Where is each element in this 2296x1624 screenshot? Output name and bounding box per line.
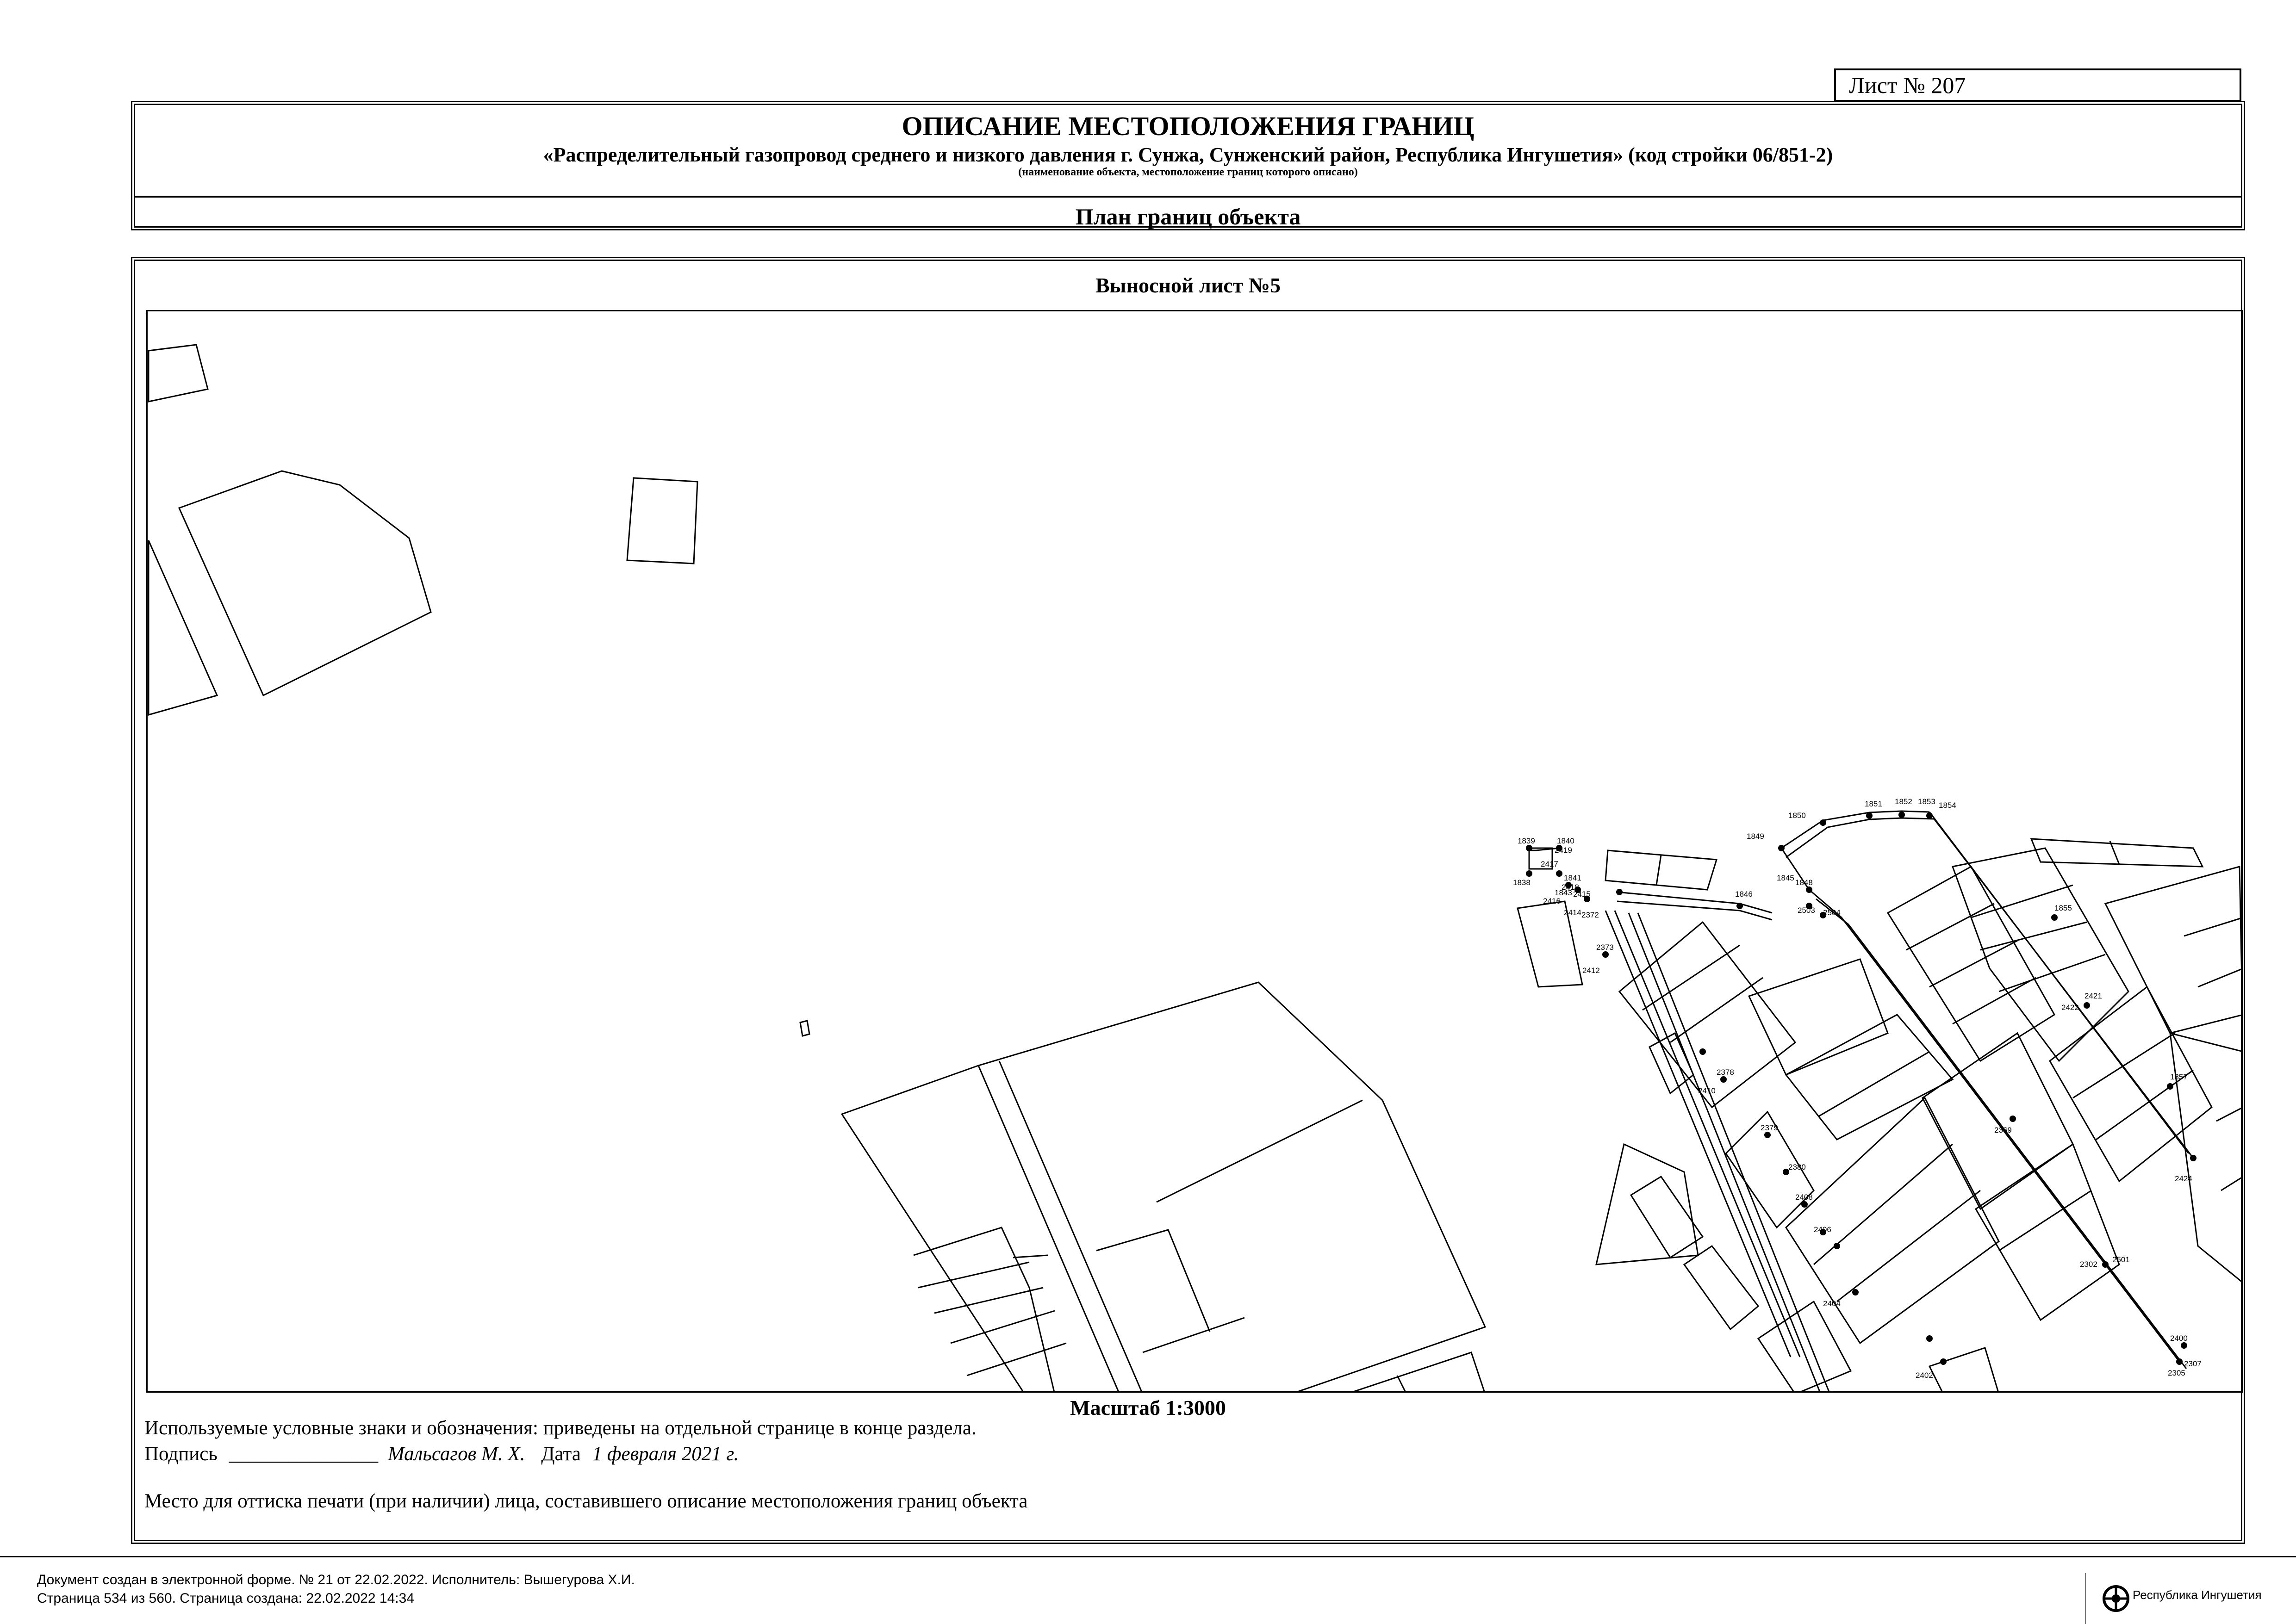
point-label: 2412 xyxy=(1582,966,1600,975)
point-label: 1855 xyxy=(2054,904,2072,912)
sheet-number: Лист № 207 xyxy=(1834,68,2241,102)
date-value: 1 февраля 2021 г. xyxy=(592,1443,739,1465)
scale-label: Масштаб 1:3000 xyxy=(1070,1396,1226,1419)
signature-row xyxy=(144,1443,739,1465)
point-label: 2372 xyxy=(1581,911,1599,919)
parcel-shape xyxy=(1684,1246,1758,1329)
parcel-shape xyxy=(842,982,1485,1393)
point-label: 2406 xyxy=(1814,1225,1831,1234)
header-divider xyxy=(135,196,2241,198)
point-label: 2404 xyxy=(1823,1299,1841,1308)
object-caption: (наименование объекта, местоположение границ которого описано) xyxy=(1018,166,1358,178)
date-label: Дата xyxy=(541,1443,581,1465)
parcel-shape xyxy=(149,345,208,402)
point-label: 2307 xyxy=(2184,1359,2202,1368)
point-label: 1857 xyxy=(2170,1072,2188,1081)
parcel-shape xyxy=(1786,1098,1999,1343)
parcel-shape xyxy=(2105,867,2243,1052)
parcel-shape xyxy=(2031,839,2203,867)
region-name: Республика Ингушетия xyxy=(2133,1588,2262,1602)
signer-name: Мальсагов М. Х. xyxy=(387,1443,525,1465)
point-label: 1841 xyxy=(1564,874,1581,882)
point-label: 2408 xyxy=(1795,1193,1813,1202)
point-label: 2415 xyxy=(1573,890,1591,899)
parcel-shape xyxy=(1619,922,1795,1107)
header-box xyxy=(131,101,2245,230)
point-label: 1853 xyxy=(1918,797,1935,806)
point-label: 1848 xyxy=(1795,878,1813,887)
point-label: 1852 xyxy=(1895,797,1912,806)
point-label: 2418 xyxy=(1562,883,1579,892)
document-title: ОПИСАНИЕ МЕСТОПОЛОЖЕНИЯ ГРАНИЦ xyxy=(902,111,1475,141)
parcel-shape xyxy=(1786,1015,1953,1140)
point-label: 2305 xyxy=(2168,1369,2185,1377)
parcel-shape xyxy=(1976,1144,2119,1320)
point-label: 1838 xyxy=(1513,878,1531,887)
parcel-shape xyxy=(627,478,697,564)
parcel-shape xyxy=(800,1021,809,1036)
point-label: 2369 xyxy=(1994,1126,2012,1134)
boundary-map xyxy=(146,310,2243,1393)
footer-divider xyxy=(0,1556,2296,1557)
point-label: 2380 xyxy=(1788,1163,1806,1172)
point-label: 2417 xyxy=(1541,860,1558,868)
emblem-icon xyxy=(2095,1578,2137,1619)
point-label: 2416 xyxy=(1543,897,1561,905)
callout-title: Выносной лист №5 xyxy=(1095,273,1281,297)
point-label: 2503 xyxy=(1798,906,1815,915)
point-label: 2422 xyxy=(2061,1003,2079,1012)
point-label: 2414 xyxy=(1564,908,1581,917)
parcel-shape xyxy=(149,540,217,715)
point-label: 1840 xyxy=(1557,837,1574,845)
point-label: 1849 xyxy=(1747,832,1764,841)
point-label: 1846 xyxy=(1735,890,1753,899)
point-label: 2373 xyxy=(1596,943,1614,952)
signature-label: Подпись xyxy=(144,1443,218,1465)
legend-note: Используемые условные знаки и обозначения: приведены на отдельной странице в конце раздела. xyxy=(144,1417,977,1439)
signature-line: _______________ xyxy=(229,1443,379,1465)
point-label: 1850 xyxy=(1788,811,1806,820)
point-label: 2378 xyxy=(1717,1068,1734,1077)
point-label: 2402 xyxy=(1916,1371,1933,1380)
parcel-shape xyxy=(179,471,431,695)
parcel-shape xyxy=(1929,1348,1999,1393)
point-label: 1839 xyxy=(1518,837,1535,845)
parcel-shape xyxy=(1758,1302,1851,1393)
map-drawing xyxy=(148,311,2243,1393)
point-label: 2501 xyxy=(2112,1255,2130,1264)
point-label: 1851 xyxy=(1865,800,1882,808)
point-label: 2504 xyxy=(1823,908,1841,917)
parcel-shape xyxy=(1596,1144,1698,1264)
point-label: 2379 xyxy=(1761,1123,1778,1132)
parcel-shape xyxy=(2170,1015,2243,1283)
point-label: 1854 xyxy=(1939,801,1956,810)
point-label: 2424 xyxy=(2175,1174,2192,1183)
stamp-note: Место для оттиска печати (при наличии) лица, составившего описание местоположения границ объекта xyxy=(144,1490,1028,1512)
point-label: 2419 xyxy=(1555,846,1572,855)
point-label: 1845 xyxy=(1777,874,1794,882)
object-name: «Распределительный газопровод среднего и низкого давления г. Сунжа, Сунженский район, Республика Ингушетия» (код стройки 06/851-2) xyxy=(543,143,1833,166)
parcel-shape xyxy=(1888,867,2054,1061)
plan-title: План границ объекта xyxy=(1075,204,1301,229)
footer-line-1: Документ создан в электронной форме. № 21 от 22.02.2022. Исполнитель: Вышегурова Х.И. xyxy=(37,1572,635,1587)
point-label: 1843 xyxy=(1555,888,1572,897)
footer-line-2: Страница 534 из 560. Страница создана: 22.02.2022 14:34 xyxy=(37,1591,415,1606)
point-label: 2421 xyxy=(2084,992,2102,1000)
point-label: 2302 xyxy=(2080,1260,2097,1269)
point-label: 2400 xyxy=(2170,1334,2188,1343)
point-label: 2410 xyxy=(1698,1086,1716,1095)
